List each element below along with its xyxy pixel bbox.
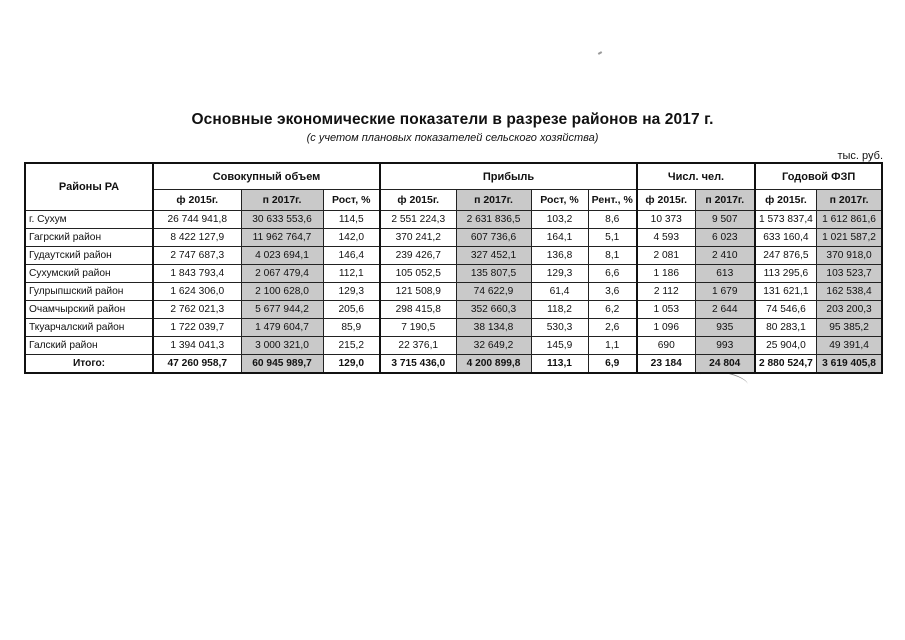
scan-mark xyxy=(598,51,602,55)
subheader-cell: п 2017г. xyxy=(816,190,882,211)
value-cell: 2 880 524,7 xyxy=(755,355,816,374)
value-cell: 113 295,6 xyxy=(755,265,816,283)
group-header-headcount: Числ. чел. xyxy=(637,163,755,190)
value-cell: 1 096 xyxy=(637,319,695,337)
value-cell: 38 134,8 xyxy=(456,319,531,337)
value-cell: 145,9 xyxy=(531,337,588,355)
value-cell: 6 023 xyxy=(695,229,755,247)
value-cell: 118,2 xyxy=(531,301,588,319)
subheader-cell: п 2017г. xyxy=(695,190,755,211)
value-cell: 129,0 xyxy=(323,355,380,374)
value-cell: 2 762 021,3 xyxy=(153,301,241,319)
value-cell: 49 391,4 xyxy=(816,337,882,355)
value-cell: 2 747 687,3 xyxy=(153,247,241,265)
value-cell: 7 190,5 xyxy=(380,319,456,337)
region-name-cell: Галский район xyxy=(25,337,153,355)
group-header-volume: Совокупный объем xyxy=(153,163,380,190)
value-cell: 6,6 xyxy=(588,265,637,283)
value-cell: 370 241,2 xyxy=(380,229,456,247)
value-cell: 690 xyxy=(637,337,695,355)
subheader-cell: Рост, % xyxy=(531,190,588,211)
indicators-table xyxy=(24,162,883,374)
unit-label: тыс. руб. xyxy=(837,150,883,162)
table-row xyxy=(25,319,882,337)
value-cell: 5,1 xyxy=(588,229,637,247)
table-row xyxy=(25,283,882,301)
value-cell: 80 283,1 xyxy=(755,319,816,337)
subheader-cell: ф 2015г. xyxy=(380,190,456,211)
value-cell: 1 394 041,3 xyxy=(153,337,241,355)
value-cell: 327 452,1 xyxy=(456,247,531,265)
value-cell: 121 508,9 xyxy=(380,283,456,301)
region-name-cell: Гагрский район xyxy=(25,229,153,247)
value-cell: 164,1 xyxy=(531,229,588,247)
subheader-cell: Рент., % xyxy=(588,190,637,211)
value-cell: 146,4 xyxy=(323,247,380,265)
subheader-cell: Рост, % xyxy=(323,190,380,211)
table-row xyxy=(25,247,882,265)
value-cell: 633 160,4 xyxy=(755,229,816,247)
region-name-cell: г. Сухум xyxy=(25,211,153,229)
document-subtitle: (с учетом плановых показателей сельского хозяйства) xyxy=(306,132,599,144)
value-cell: 2,6 xyxy=(588,319,637,337)
value-cell: 74 622,9 xyxy=(456,283,531,301)
total-row xyxy=(25,355,882,374)
value-cell: 1 021 587,2 xyxy=(816,229,882,247)
subheader-cell: ф 2015г. xyxy=(755,190,816,211)
value-cell: 47 260 958,7 xyxy=(153,355,241,374)
value-cell: 1 573 837,4 xyxy=(755,211,816,229)
value-cell: 3 000 321,0 xyxy=(241,337,323,355)
value-cell: 8,6 xyxy=(588,211,637,229)
value-cell: 993 xyxy=(695,337,755,355)
value-cell: 10 373 xyxy=(637,211,695,229)
subheader-cell: п 2017г. xyxy=(241,190,323,211)
value-cell: 247 876,5 xyxy=(755,247,816,265)
value-cell: 9 507 xyxy=(695,211,755,229)
value-cell: 607 736,6 xyxy=(456,229,531,247)
subheader-cell: п 2017г. xyxy=(456,190,531,211)
value-cell: 1 679 xyxy=(695,283,755,301)
value-cell: 114,5 xyxy=(323,211,380,229)
value-cell: 32 649,2 xyxy=(456,337,531,355)
value-cell: 85,9 xyxy=(323,319,380,337)
table-row xyxy=(25,337,882,355)
region-name-cell: Гулрыпшский район xyxy=(25,283,153,301)
region-name-cell: Очамчырский район xyxy=(25,301,153,319)
value-cell: 203 200,3 xyxy=(816,301,882,319)
value-cell: 25 904,0 xyxy=(755,337,816,355)
value-cell: 103,2 xyxy=(531,211,588,229)
value-cell: 23 184 xyxy=(637,355,695,374)
value-cell: 105 052,5 xyxy=(380,265,456,283)
value-cell: 2 551 224,3 xyxy=(380,211,456,229)
value-cell: 3 619 405,8 xyxy=(816,355,882,374)
value-cell: 1 186 xyxy=(637,265,695,283)
value-cell: 205,6 xyxy=(323,301,380,319)
value-cell: 6,9 xyxy=(588,355,637,374)
value-cell: 3 715 436,0 xyxy=(380,355,456,374)
value-cell: 26 744 941,8 xyxy=(153,211,241,229)
value-cell: 2 631 836,5 xyxy=(456,211,531,229)
value-cell: 3,6 xyxy=(588,283,637,301)
value-cell: 8,1 xyxy=(588,247,637,265)
value-cell: 95 385,2 xyxy=(816,319,882,337)
value-cell: 5 677 944,2 xyxy=(241,301,323,319)
table-row xyxy=(25,301,882,319)
value-cell: 613 xyxy=(695,265,755,283)
group-header-payroll: Годовой ФЗП xyxy=(755,163,882,190)
value-cell: 60 945 989,7 xyxy=(241,355,323,374)
value-cell: 2 410 xyxy=(695,247,755,265)
subheader-cell: ф 2015г. xyxy=(637,190,695,211)
region-name-cell: Сухумский район xyxy=(25,265,153,283)
value-cell: 1,1 xyxy=(588,337,637,355)
value-cell: 4 593 xyxy=(637,229,695,247)
value-cell: 4 200 899,8 xyxy=(456,355,531,374)
value-cell: 2 081 xyxy=(637,247,695,265)
value-cell: 2 067 479,4 xyxy=(241,265,323,283)
value-cell: 112,1 xyxy=(323,265,380,283)
value-cell: 352 660,3 xyxy=(456,301,531,319)
region-name-cell: Ткуарчалский район xyxy=(25,319,153,337)
value-cell: 530,3 xyxy=(531,319,588,337)
value-cell: 2 644 xyxy=(695,301,755,319)
value-cell: 61,4 xyxy=(531,283,588,301)
value-cell: 1 053 xyxy=(637,301,695,319)
header-row-groups xyxy=(25,163,882,190)
document-title: Основные экономические показатели в разрезе районов на 2017 г. xyxy=(191,111,714,128)
region-name-cell: Гудаутский район xyxy=(25,247,153,265)
table-body xyxy=(25,211,882,374)
value-cell: 370 918,0 xyxy=(816,247,882,265)
value-cell: 8 422 127,9 xyxy=(153,229,241,247)
value-cell: 162 538,4 xyxy=(816,283,882,301)
value-cell: 935 xyxy=(695,319,755,337)
value-cell: 1 624 306,0 xyxy=(153,283,241,301)
value-cell: 215,2 xyxy=(323,337,380,355)
value-cell: 1 843 793,4 xyxy=(153,265,241,283)
value-cell: 30 633 553,6 xyxy=(241,211,323,229)
value-cell: 129,3 xyxy=(531,265,588,283)
value-cell: 22 376,1 xyxy=(380,337,456,355)
group-header-profit: Прибыль xyxy=(380,163,637,190)
region-header: Районы РА xyxy=(25,163,153,211)
value-cell: 2 100 628,0 xyxy=(241,283,323,301)
value-cell: 24 804 xyxy=(695,355,755,374)
table-row xyxy=(25,229,882,247)
value-cell: 4 023 694,1 xyxy=(241,247,323,265)
region-name-cell: Итого: xyxy=(25,355,153,374)
value-cell: 131 621,1 xyxy=(755,283,816,301)
value-cell: 103 523,7 xyxy=(816,265,882,283)
value-cell: 1 479 604,7 xyxy=(241,319,323,337)
value-cell: 2 112 xyxy=(637,283,695,301)
value-cell: 74 546,6 xyxy=(755,301,816,319)
value-cell: 1 612 861,6 xyxy=(816,211,882,229)
subheader-cell: ф 2015г. xyxy=(153,190,241,211)
value-cell: 135 807,5 xyxy=(456,265,531,283)
value-cell: 6,2 xyxy=(588,301,637,319)
header-row-sub xyxy=(25,190,882,211)
value-cell: 129,3 xyxy=(323,283,380,301)
table-row xyxy=(25,265,882,283)
value-cell: 142,0 xyxy=(323,229,380,247)
table-row xyxy=(25,211,882,229)
value-cell: 239 426,7 xyxy=(380,247,456,265)
value-cell: 1 722 039,7 xyxy=(153,319,241,337)
value-cell: 298 415,8 xyxy=(380,301,456,319)
value-cell: 113,1 xyxy=(531,355,588,374)
value-cell: 136,8 xyxy=(531,247,588,265)
value-cell: 11 962 764,7 xyxy=(241,229,323,247)
